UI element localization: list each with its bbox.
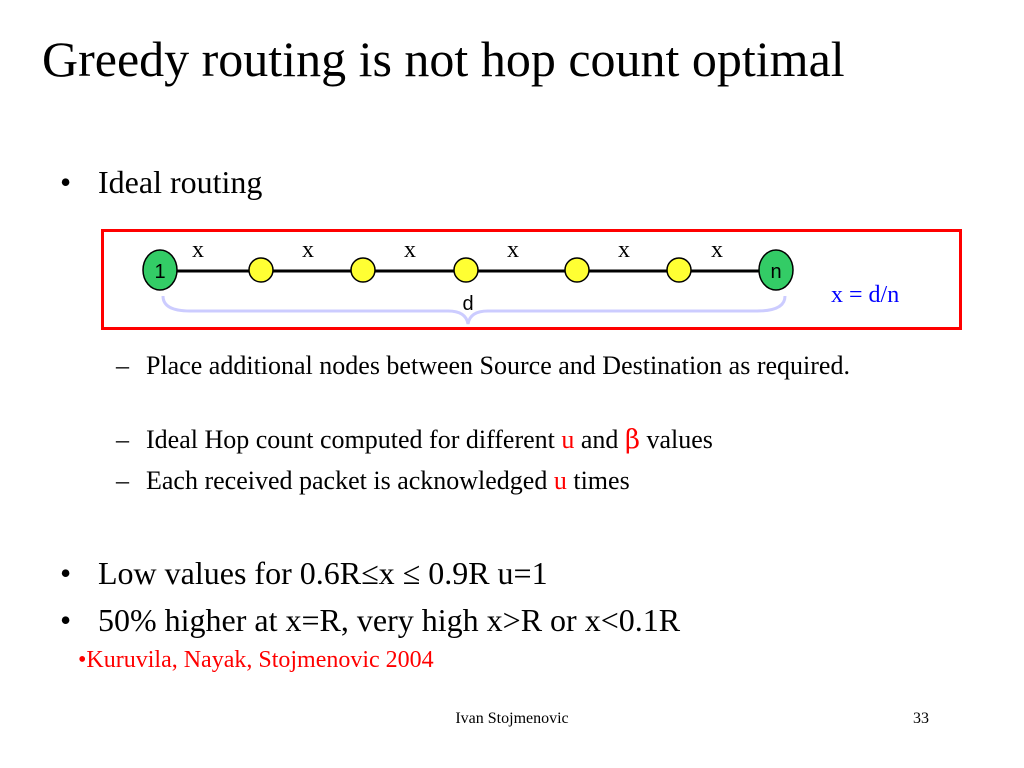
bullet-low-values [60,557,548,589]
sub-bullet-item [116,350,956,381]
reference-citation: •Kuruvila, Nayak, Stojmenovic 2004 [78,647,434,673]
source-node [143,250,177,290]
segment-length-label: x [302,237,314,263]
bullet-higher-values [60,604,680,636]
highlighted-term: u [561,425,575,454]
bullet-marker: • [60,602,72,638]
text-run: values [639,425,713,454]
text-run: Place additional nodes between Source and Destination as required. [146,351,850,380]
slide-title: Greedy routing is not hop count optimal [42,31,845,87]
bullet-text: 50% higher at x=R, very high x>R or x<0.1R [98,602,681,638]
relay-node [249,258,273,282]
sub-bullet-text [146,465,956,496]
highlighted-term: u [553,466,567,495]
relay-node [565,258,589,282]
span-brace [163,296,785,324]
text-run: Ideal Hop count computed for different [146,425,562,454]
segment-length-label: x [404,237,416,263]
hop-distance-formula: x = d/n [831,282,900,308]
destination-node [759,250,793,290]
segment-length-label: x [711,237,723,263]
sub-bullet-item [116,465,956,496]
segment-length-label: x [618,237,630,263]
text-run: Each received packet is acknowledged [146,466,554,495]
footer-author: Ivan Stojmenovic [455,710,569,727]
text-run: times [566,466,630,495]
segment-length-label: x [192,237,204,263]
dash-marker: – [116,466,129,495]
source-node-label: 1 [154,261,166,283]
relay-node [351,258,375,282]
bullet-marker: • [60,555,72,591]
text-run: and [574,425,625,454]
highlighted-term: β [624,425,640,455]
sub-bullet-text [146,424,956,456]
sub-bullet-item [116,424,956,456]
segment-length-label: x [507,237,519,263]
relay-node [454,258,478,282]
dash-marker: – [116,351,129,380]
footer-page-number: 33 [913,710,929,727]
destination-node-label: n [770,261,782,283]
relay-node [667,258,691,282]
sub-bullet-text [146,350,956,381]
bullet-text: Ideal routing [98,164,263,200]
bullet-text: Low values for 0.6R≤x ≤ 0.9R u=1 [98,555,548,591]
span-label: d [462,293,474,315]
bullet-marker: • [60,164,72,200]
dash-marker: – [116,425,129,454]
